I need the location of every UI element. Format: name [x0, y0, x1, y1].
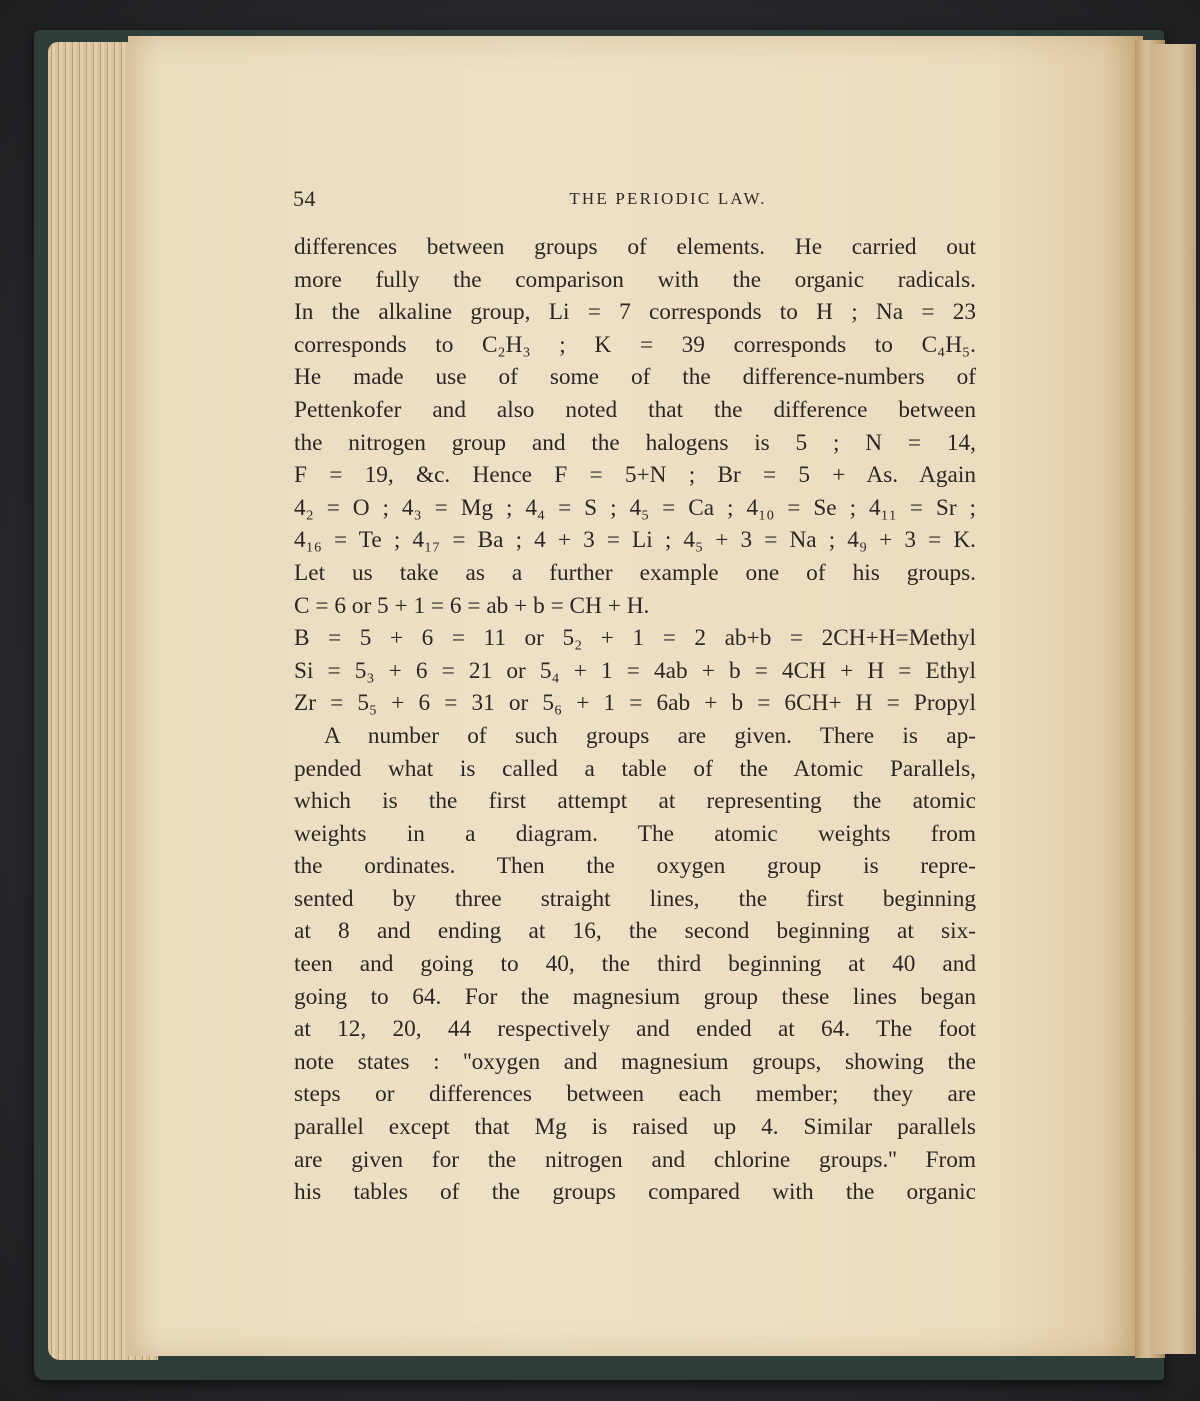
text-line: In the alkaline group, Li = 7 corresponds to H ; Na = 23 — [294, 299, 976, 326]
text-line: He made use of some of the difference-numbers of — [294, 364, 976, 391]
text-line: parallel except that Mg is raised up 4. Similar parallels — [294, 1114, 976, 1141]
text-line: Si = 5₃ + 6 = 21 or 5₄ + 1 = 4ab + b = 4CH + H = Ethyl — [294, 657, 976, 684]
text-line: which is the first attempt at representing the atomic — [294, 788, 976, 815]
text-line: are given for the nitrogen and chlorine groups.'' From — [294, 1146, 976, 1173]
text-line: C = 6 or 5 + 1 = 6 = ab + b = CH + H. — [294, 592, 650, 619]
text-line: the nitrogen group and the halogens is 5 ; N = 14, — [294, 429, 976, 456]
text-line: corresponds to C₂H₃ ; K = 39 corresponds to C₄H₅. — [294, 331, 976, 358]
text-line: more fully the comparison with the organic radicals. — [294, 266, 976, 293]
text-line: the ordinates. Then the oxygen group is repre- — [294, 853, 976, 880]
text-line: A number of such groups are given. There is ap- — [324, 722, 976, 749]
text-line: at 12, 20, 44 respectively and ended at 64. The foot — [294, 1016, 976, 1043]
text-line: going to 64. For the magnesium group these lines began — [294, 983, 976, 1010]
text-line: his tables of the groups compared with the organic — [294, 1179, 976, 1206]
page-number: 54 — [293, 186, 316, 211]
text-line: sented by three straight lines, the first beginning — [294, 885, 976, 912]
text-line: Let us take as a further example one of his groups. — [294, 559, 976, 586]
text-line: Zr = 5₅ + 6 = 31 or 5₆ + 1 = 6ab + b = 6CH+ H = Propyl — [294, 690, 976, 717]
text-line: teen and going to 40, the third beginning at 40 and — [294, 951, 976, 978]
text-line: 4₁₆ = Te ; 4₁₇ = Ba ; 4 + 3 = Li ; 4₅ + 3 = Na ; 4₉ + 3 = K. — [294, 527, 976, 554]
text-line: 4₂ = O ; 4₃ = Mg ; 4₄ = S ; 4₅ = Ca ; 4₁₀ = Se ; 4₁₁ = Sr ; — [294, 494, 976, 521]
text-line: B = 5 + 6 = 11 or 5₂ + 1 = 2 ab+b = 2CH+H=Methyl — [294, 625, 976, 652]
text-line: at 8 and ending at 16, the second beginning at six- — [294, 918, 976, 945]
text-line: steps or differences between each member; they are — [294, 1081, 976, 1108]
body-text — [294, 231, 976, 1209]
facing-page-edge — [1152, 44, 1196, 1354]
page-header — [293, 186, 983, 216]
text-line: pended what is called a table of the Atomic Parallels, — [294, 755, 976, 782]
running-head: THE PERIODIC LAW. — [569, 189, 767, 208]
text-line: Pettenkofer and also noted that the difference between — [294, 396, 976, 423]
text-line: weights in a diagram. The atomic weights from — [294, 820, 976, 847]
text-line: differences between groups of elements. He carried out — [294, 234, 976, 260]
text-line: note states : ''oxygen and magnesium groups, showing the — [294, 1048, 976, 1075]
text-line: F = 19, &c. Hence F = 5+N ; Br = 5 + As. Again — [294, 462, 976, 489]
